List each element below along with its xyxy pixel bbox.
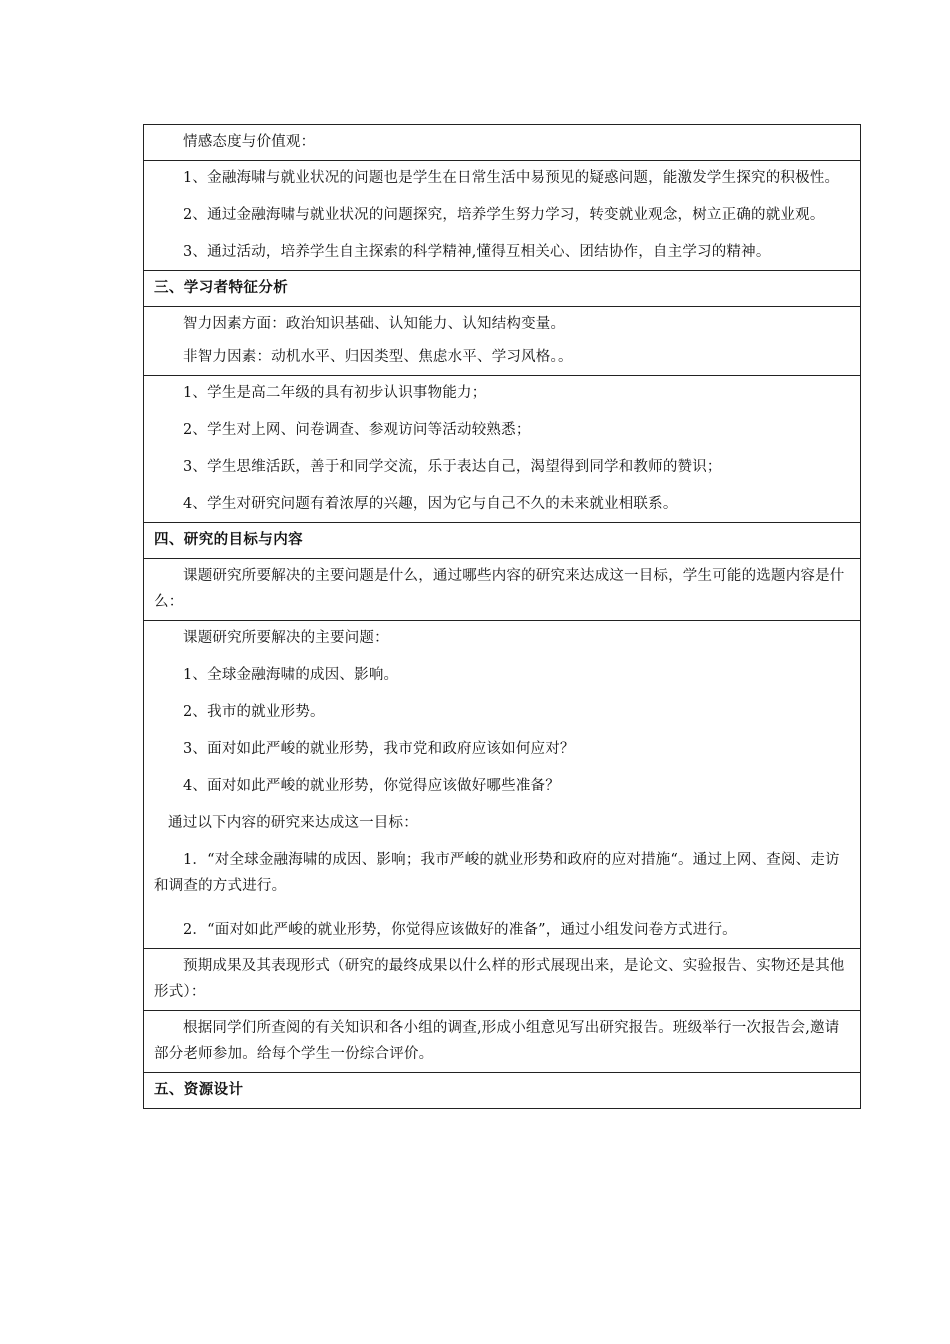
affect-item: 2、通过金融海啸与就业状况的问题探究，培养学生努力学习，转变就业观念，树立正确的就业观。 xyxy=(183,207,825,223)
section3-heading-cell xyxy=(144,271,861,307)
table-row xyxy=(144,161,861,271)
expected-results-prompt: 预期成果及其表现形式（研究的最终成果以什么样的形式展现出来，是论文、实验报告、实物还是其他形式）： xyxy=(154,958,845,1000)
factor-line: 智力因素方面：政治知识基础、认知能力、认知结构变量。 xyxy=(183,316,566,332)
methods-title: 通过以下内容的研究来达成这一目标： xyxy=(168,815,418,831)
main-problem-item: 4、面对如此严峻的就业形势，你觉得应该做好哪些准备？ xyxy=(183,778,560,794)
research-prompt-cell xyxy=(144,559,861,621)
expected-prompt-cell xyxy=(144,949,861,1011)
table-row xyxy=(144,1073,861,1109)
section5-heading-cell xyxy=(144,1073,861,1109)
lesson-plan-table xyxy=(143,124,861,1109)
main-problem-item: 3、面对如此严峻的就业形势，我市党和政府应该如何应对？ xyxy=(183,741,575,757)
expected-results: 根据同学们所查阅的有关知识和各小组的调查,形成小组意见写出研究报告。班级举行一次报告会,邀请部分老师参加。给每个学生一份综合评价。 xyxy=(154,1020,840,1062)
table-row xyxy=(144,376,861,523)
table-row xyxy=(144,523,861,559)
research-question-prompt: 课题研究所要解决的主要问题是什么，通过哪些内容的研究来达成这一目标，学生可能的选题内容是什么： xyxy=(154,568,845,610)
affect-title-cell xyxy=(144,125,861,161)
main-problem-item: 1、全球金融海啸的成因、影响。 xyxy=(183,667,399,683)
method-item: 1．“对全球金融海啸的成因、影响；我市严峻的就业形势和政府的应对措施“。通过上网、查阅、走访和调查的方式进行。 xyxy=(154,852,840,894)
table-row xyxy=(144,1011,861,1073)
section-heading: 五、资源设计 xyxy=(154,1082,244,1098)
main-problem-item: 2、我市的就业形势。 xyxy=(183,704,325,720)
table-row xyxy=(144,307,861,376)
learner-items-cell xyxy=(144,376,861,523)
table-row xyxy=(144,949,861,1011)
method-item: 2．“面对如此严峻的就业形势，你觉得应该做好的准备”，通过小组发问卷方式进行。 xyxy=(183,922,737,938)
section-heading: 三、学习者特征分析 xyxy=(154,280,289,296)
section4-heading-cell xyxy=(144,523,861,559)
factors-cell xyxy=(144,307,861,376)
section-heading: 四、研究的目标与内容 xyxy=(154,532,303,548)
table-row xyxy=(144,559,861,621)
learner-item: 3、学生思维活跃，善于和同学交流，乐于表达自己，渴望得到同学和教师的赞识； xyxy=(183,459,722,475)
learner-item: 2、学生对上网、问卷调查、参观访问等活动较熟悉； xyxy=(183,422,531,438)
learner-item: 4、学生对研究问题有着浓厚的兴趣，因为它与自己不久的未来就业相联系。 xyxy=(183,496,678,512)
main-problems-title: 课题研究所要解决的主要问题： xyxy=(183,630,389,646)
affect-item: 3、通过活动，培养学生自主探索的科学精神,懂得互相关心、团结协作，自主学习的精神。 xyxy=(183,244,771,260)
affect-item: 1、金融海啸与就业状况的问题也是学生在日常生活中易预见的疑惑问题，能激发学生探究的积极性。 xyxy=(183,170,840,186)
affect-items-cell xyxy=(144,161,861,271)
expected-results-cell xyxy=(144,1011,861,1073)
research-content-cell xyxy=(144,621,861,949)
table-row xyxy=(144,125,861,161)
table-row xyxy=(144,271,861,307)
learner-item: 1、学生是高二年级的具有初步认识事物能力； xyxy=(183,385,487,401)
table-row xyxy=(144,621,861,949)
affect-title: 情感态度与价值观： xyxy=(183,134,316,150)
factor-line: 非智力因素：动机水平、归因类型、焦虑水平、学习风格。。 xyxy=(183,349,573,365)
